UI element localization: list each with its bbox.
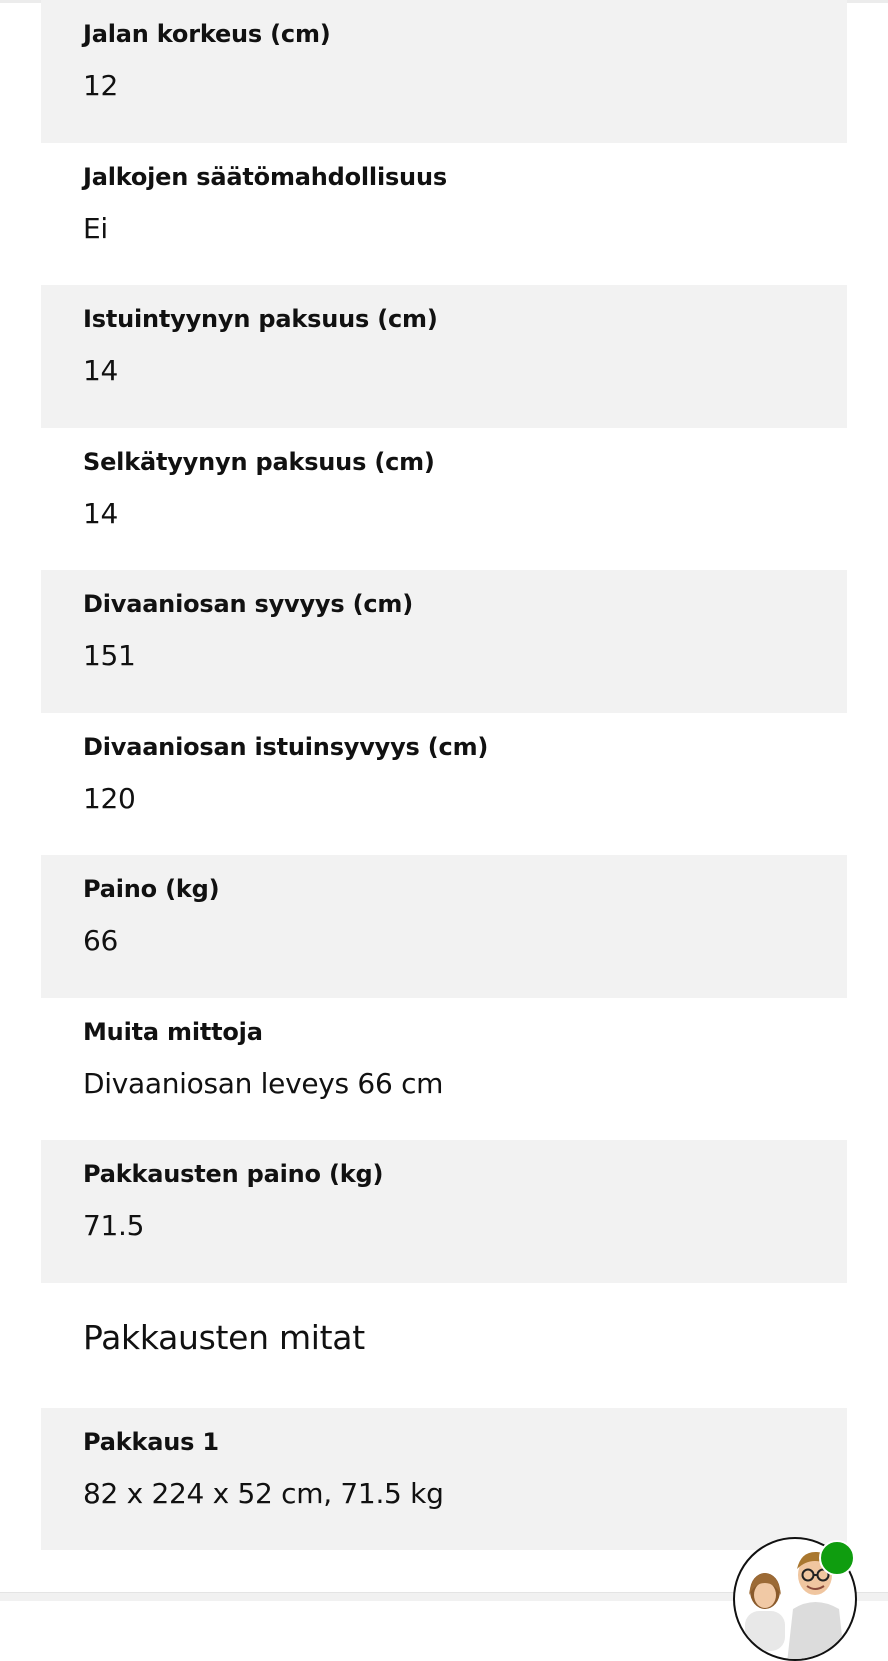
- spec-row-seat-cushion-thickness: [41, 285, 847, 428]
- spec-label: Muita mittoja: [83, 1017, 263, 1046]
- package-row-1: [41, 1408, 847, 1550]
- spec-value: Ei: [83, 211, 108, 245]
- spec-value: 151: [83, 639, 136, 672]
- spec-row-back-cushion-thickness: [41, 428, 847, 571]
- spec-value: 66: [83, 924, 119, 957]
- chat-online-status-dot: [819, 1540, 855, 1576]
- spec-label: Selkätyynyn paksuus (cm): [83, 447, 435, 476]
- spec-label: Divaaniosan istuinsyvyys (cm): [83, 732, 489, 761]
- package-dimensions-heading: Pakkausten mitat: [83, 1318, 365, 1357]
- spec-value: 14: [83, 496, 119, 530]
- product-specs-table: [41, 0, 847, 1283]
- package-label: Pakkaus 1: [83, 1428, 219, 1456]
- spec-row-package-weight: [41, 1140, 847, 1283]
- spec-label: Divaaniosan syvyys (cm): [83, 590, 413, 618]
- spec-label: Jalkojen säätömahdollisuus: [83, 162, 447, 191]
- spec-label: Paino (kg): [83, 875, 220, 903]
- spec-value: Divaaniosan leveys 66 cm: [83, 1066, 444, 1100]
- spec-row-leg-adjustability: [41, 143, 847, 286]
- spec-label: Pakkausten paino (kg): [83, 1160, 384, 1188]
- spec-value: 120: [83, 781, 136, 815]
- spec-value: 12: [83, 69, 119, 102]
- spec-value: 71.5: [83, 1209, 145, 1242]
- spec-row-chaise-depth: [41, 570, 847, 713]
- spec-row-weight: [41, 855, 847, 998]
- spec-label: Jalan korkeus (cm): [83, 20, 331, 48]
- spec-row-other-dimensions: [41, 998, 847, 1141]
- spec-row-chaise-seat-depth: [41, 713, 847, 856]
- spec-label: Istuintyynyn paksuus (cm): [83, 305, 438, 333]
- spec-row-leg-height: [41, 0, 847, 143]
- spec-value: 14: [83, 354, 119, 387]
- package-value: 82 x 224 x 52 cm, 71.5 kg: [83, 1477, 444, 1510]
